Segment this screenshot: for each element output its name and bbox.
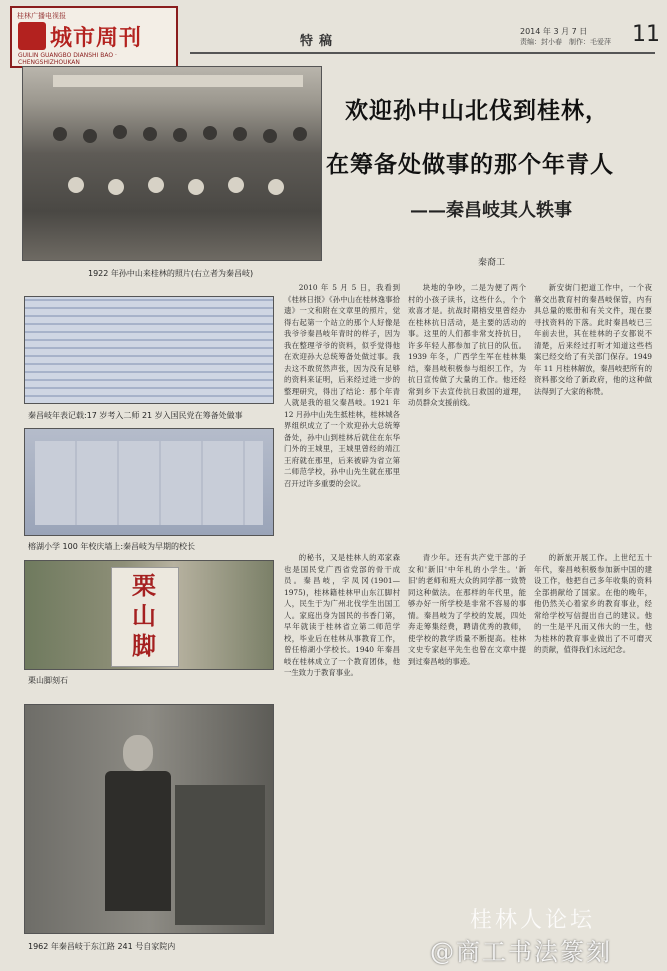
issue-date: 2014 年 3 月 7 日 [520, 27, 588, 36]
caption-elderly-man: 1962 年秦昌岐于东江路 241 号自家院内 [28, 942, 176, 951]
headline-subtitle: ——秦昌岐其人轶事 [410, 200, 572, 221]
watermark-handle: @商工书法篆刻 [430, 938, 612, 966]
masthead-logo-icon [18, 22, 46, 50]
caption-handwritten-record: 秦昌岐年表记载:17 岁考入二师 21 岁入国民党在筹备处做事 [28, 411, 243, 420]
editors-line: 责编：封小春 制作：毛爱萍 [520, 38, 611, 46]
caption-stone-carving: 栗山脚刻石 [28, 676, 68, 685]
article-column-5 [408, 552, 526, 892]
handwritten-record-photo [24, 296, 274, 404]
stone-carving-text: 栗山脚 [132, 571, 156, 660]
masthead-sub-line: GUILIN GUANGBO DIANSHI BAO · CHENGSHIZHOUKAN [18, 52, 117, 66]
masthead-title: 城市周刊 [50, 26, 143, 51]
header-rule [190, 52, 655, 54]
school-wall-photo [24, 428, 274, 536]
watermark-forum: 桂林人论坛 [470, 908, 596, 933]
column-2-text: 块地的争吵，二是为便了两个村的小孩子读书，这些什么，个个欢喜才是。抗战时期榕安里曾经办在桂林抗日活动，是主要的活动的事。这里的人们都非常支持抗日，许多年轻人都参加了抗日的队伍。1939 年冬，广西学生军在桂林集结，秦昌岐积极参与组织工作，为抗日宣传做了大量的工作。他还经常到乡下去宣传抗日救国的道理，动员群众支援前线。 [408, 283, 526, 407]
headline-line1: 欢迎孙中山北伐到桂林， [345, 97, 609, 124]
author-byline: 秦裔工 [478, 258, 506, 268]
masthead [10, 6, 178, 68]
caption-school-wall: 榕湖小学 100 年校庆墙上:秦昌岐为早期的校长 [28, 542, 196, 551]
section-label: 特稿 [300, 34, 339, 49]
elderly-man-photo [24, 704, 274, 934]
column-4-text: 的秘书，又是桂林人的邓家森也是国民党广西省党部的骨干成员。秦昌岐，字凤冈(1901—1975)，桂林籍桂林甲山东江脚村人，民生于为广州北伐学生出国工人。家庭出身为国民的书香门第，早年就读于桂林省立第二师范学校，毕业后在桂林从事教育工作，曾任榕湖小学校长。1940 年秦昌岐在桂林成立了一个教育团体，他一生致力于教育事业。 [284, 553, 400, 677]
caption-group-photo: 1922 年孙中山来桂林的照片(右立者为秦昌岐) [88, 269, 254, 278]
masthead-small-line: 桂林广播电视报 [17, 12, 66, 20]
article-column-2 [408, 282, 526, 546]
article-column-1 [284, 282, 400, 546]
stone-carving-photo [24, 560, 274, 670]
group-photo [22, 66, 322, 261]
column-5-text: 青少年。还有共产党干部的子女和'新旧'中年札的小学生。'新旧'的老师和班大众的同学都一致赞同这种做法。在那样的年代里，能够办好一所学校是非常不容易的事情。秦昌岐为了学校的发展，四处奔走筹集经费，聘请优秀的教师，使学校的教学质量不断提高。桂林文史专家赵平先生也曾在文章中提到过秦昌岐的事迹。 [408, 553, 526, 666]
column-3-text: 新安街门把道工作中，一个夜幕交出教育村的秦昌岐保管，内有具总量的账册和有关文件，现在要寻找资料的下落。此时秦昌岐已三年前去世，其在桂林的子女都说不清楚，后来经过打听才知道这些档案已经交给了有关部门保存。1949 年 11 月桂林解放，秦昌岐把所有的资料都交给了新政府，他的这种做法得到了大家的称赞。 [534, 283, 652, 396]
article-column-6 [534, 552, 652, 892]
article-column-3 [534, 282, 652, 546]
article-column-4 [284, 552, 400, 932]
column-6-text: 的新旅开展工作。上世纪五十年代，秦昌岐积极参加新中国的建设工作，他把自己多年收集的资料全部捐献给了国家。在他的晚年，他仍然关心着家乡的教育事业，经常给学校写信提出自己的建议。他的一生是平凡而又伟大的一生，他为桂林的教育事业做出了不可磨灭的贡献，值得我们永远纪念。 [534, 553, 652, 654]
page-number: 11 [632, 22, 660, 47]
column-1-text: 2010 年 5 月 5 日，我看到《桂林日报》《孙中山在桂林逸事拾遗》一文和附在文章里的照片，觉得右起第一个站立的那个人好像是我爷爷秦昌岐年青时的样子，因为我在整理爷爷的资料，似乎觉得他在欢迎孙大总统筹备处做过事。我去这不敢贸然声张，因为没有足够的资料来证明，后来经过进一步的整理研究，得出了结论：那个年青人就是我的祖父秦昌岐。1921 年 12 月孙中山先生抵桂林，桂林城各界组织成立了一个欢迎孙大总统筹备处，孙中山到桂林后就住在东华门外的王城里，王城里曾经的靖江王府就在那里，后来被辟为省立第二师范学校，孙中山先生就在那里召开过许多重要的会议。 [284, 283, 400, 488]
headline-line2: 在筹备处做事的那个年青人 [326, 151, 614, 178]
